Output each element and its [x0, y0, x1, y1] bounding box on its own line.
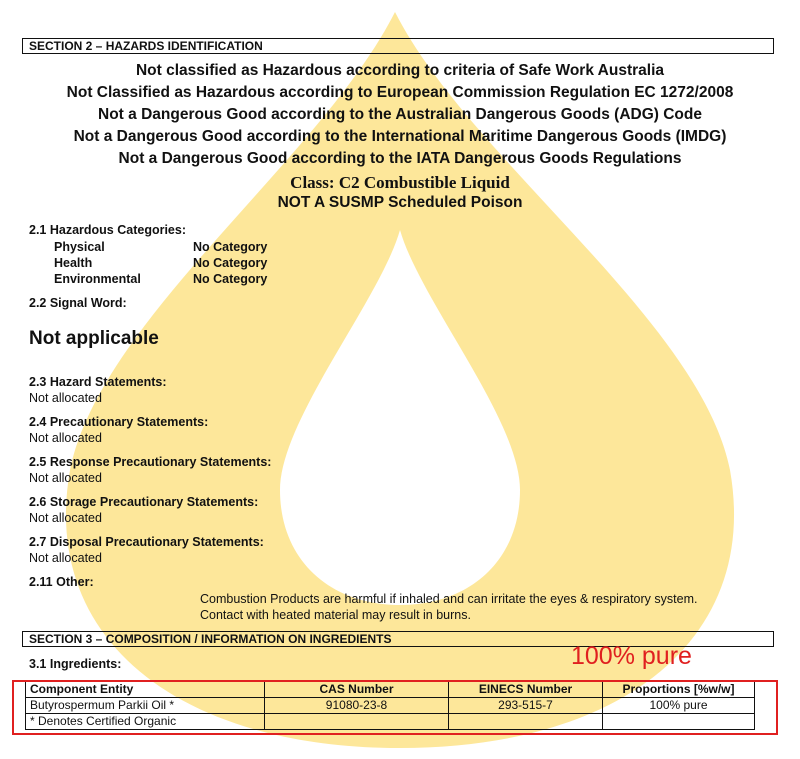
- header-component-entity: Component Entity: [26, 682, 265, 698]
- section-2-header: SECTION 2 – HAZARDS IDENTIFICATION: [22, 38, 774, 54]
- storage-statements-value: Not allocated: [29, 511, 102, 525]
- classification-line-5: Not a Dangerous Good according to the IATA Dangerous Goods Regulations: [118, 150, 682, 167]
- cell-component: * Denotes Certified Organic: [26, 714, 265, 730]
- response-statements-label: 2.5 Response Precautionary Statements:: [29, 455, 272, 469]
- highlight-box: [12, 680, 778, 735]
- hazard-statements-value: Not allocated: [29, 391, 102, 405]
- category-value: No Category: [193, 256, 268, 270]
- classification-line-2: Not Classified as Hazardous according to European Commission Regulation EC 1272/2008: [66, 84, 734, 101]
- disposal-statements-label: 2.7 Disposal Precautionary Statements:: [29, 535, 264, 549]
- susmp-line: NOT A SUSMP Scheduled Poison: [277, 194, 523, 211]
- category-value: No Category: [193, 272, 268, 286]
- precautionary-statements-value: Not allocated: [29, 431, 102, 445]
- header-einecs-number: EINECS Number: [449, 682, 603, 698]
- precautionary-statements-label: 2.4 Precautionary Statements:: [29, 415, 209, 429]
- signal-word-label: 2.2 Signal Word:: [29, 296, 127, 310]
- category-row-environmental: [54, 272, 268, 286]
- classification-line-4: Not a Dangerous Good according to the International Maritime Dangerous Goods (IMDG): [73, 128, 727, 145]
- cell-cas: 91080-23-8: [265, 698, 449, 714]
- ingredients-label: 3.1 Ingredients:: [29, 657, 122, 671]
- pure-annotation: 100% pure: [571, 642, 692, 670]
- header-proportions: Proportions [%w/w]: [603, 682, 755, 698]
- cell-component: Butyrospermum Parkii Oil *: [26, 698, 265, 714]
- category-name: Physical: [54, 240, 105, 254]
- header-cas-number: CAS Number: [265, 682, 449, 698]
- classification-line-3: Not a Dangerous Good according to the Australian Dangerous Goods (ADG) Code: [98, 106, 702, 123]
- other-line-2: Contact with heated material may result in burns.: [200, 608, 471, 622]
- signal-word-value: Not applicable: [29, 328, 159, 349]
- hazard-statements-label: 2.3 Hazard Statements:: [29, 375, 167, 389]
- other-line-1: Combustion Products are harmful if inhaled and can irritate the eyes & respiratory system.: [200, 592, 698, 606]
- cell-proportion: 100% pure: [603, 698, 755, 714]
- storage-statements-label: 2.6 Storage Precautionary Statements:: [29, 495, 259, 509]
- disposal-statements-value: Not allocated: [29, 551, 102, 565]
- category-row-physical: [54, 240, 268, 254]
- category-name: Environmental: [54, 272, 141, 286]
- hazard-categories-label: 2.1 Hazardous Categories:: [29, 223, 186, 237]
- response-statements-value: Not allocated: [29, 471, 102, 485]
- category-row-health: [54, 256, 268, 270]
- classification-line-1: Not classified as Hazardous according to criteria of Safe Work Australia: [135, 62, 664, 79]
- section-3-header: SECTION 3 – COMPOSITION / INFORMATION ON INGREDIENTS: [22, 631, 774, 647]
- cell-einecs: 293-515-7: [449, 698, 603, 714]
- class-line: Class: C2 Combustible Liquid: [290, 173, 510, 192]
- other-label: 2.11 Other:: [29, 575, 94, 589]
- category-value: No Category: [193, 240, 268, 254]
- category-name: Health: [54, 256, 93, 270]
